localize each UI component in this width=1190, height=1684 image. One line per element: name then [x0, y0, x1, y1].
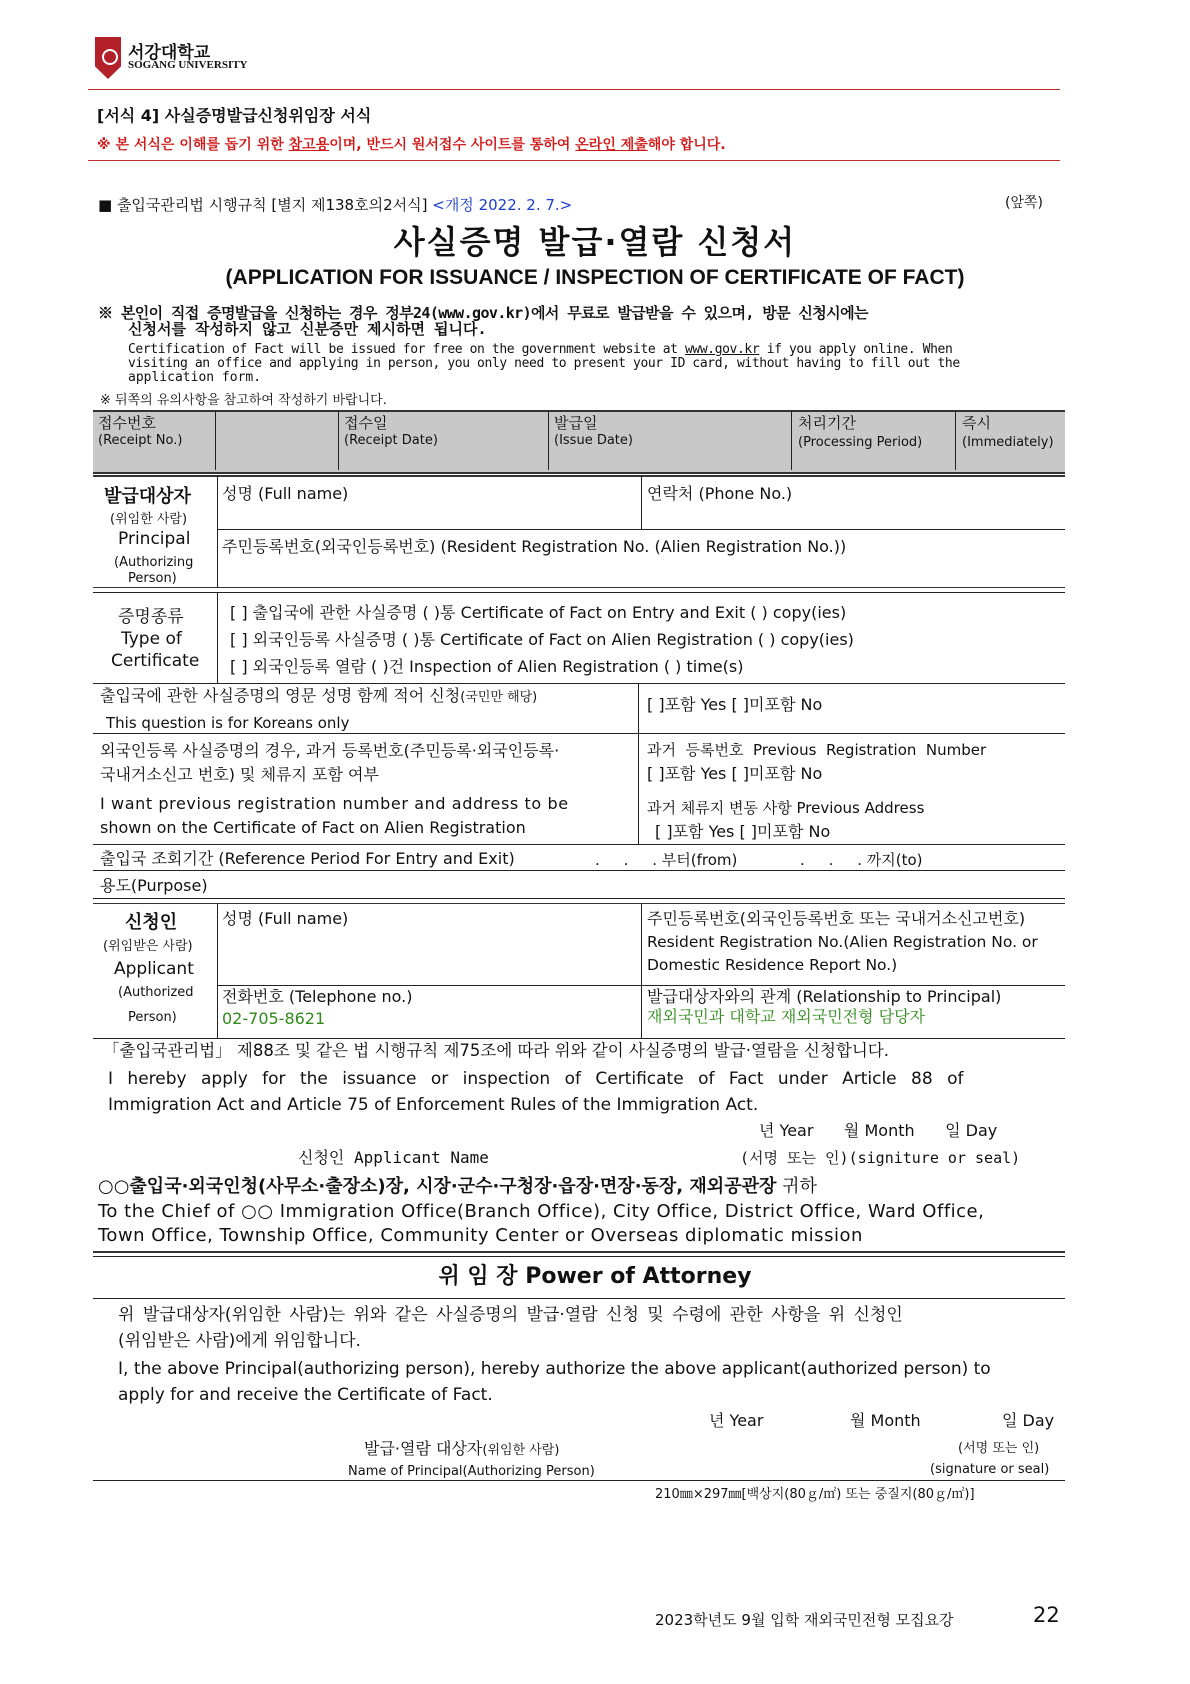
declaration-korean: 「출입국관리법」 제88조 및 같은 법 시행규칙 제75조에 따라 위와 같이 사실증명의 발급·열람을 신청합니다.	[103, 1041, 889, 1060]
note-en-text-2: if you apply online. When	[759, 342, 953, 357]
english-name-yes-no[interactable]: [ ]포함 Yes [ ]미포함 No	[647, 695, 823, 714]
principal-full-name-field[interactable]: 성명 (Full name)	[222, 484, 349, 503]
form-number-title: [서식 4] 사실증명발급신청위임장 서식	[97, 106, 372, 125]
logo-korean: 서강대학교	[128, 43, 211, 63]
university-emblem-icon	[95, 37, 121, 79]
addressee-offices: ○○출입국·외국인청(사무소·출장소)장, 시장·군수·구청장·읍장·면장·동장, 재외공관장	[98, 1176, 777, 1197]
processing-period-ko: 처리기간	[798, 414, 856, 432]
note-korean-2: 신청서를 작성하지 않고 신분증만 제시하면 됩니다.	[128, 320, 487, 338]
applicant-phone-label: 전화번호 (Telephone no.)	[222, 987, 413, 1006]
applicant-full-name-field[interactable]: 성명 (Full name)	[222, 909, 349, 928]
previous-address-label: 과거 체류지 변동 사항 Previous Address	[647, 799, 925, 817]
note-english-1	[128, 342, 952, 357]
issue-date-en: (Issue Date)	[554, 433, 633, 448]
cert-type-label: 증명종류	[118, 607, 184, 627]
page-number: 22	[1033, 1603, 1060, 1627]
poa-principal-name-en: Name of Principal(Authorizing Person)	[348, 1464, 595, 1479]
principal-label-en-sub2: Person)	[128, 571, 177, 586]
paper-specification: 210㎜×297㎜[백상지(80ｇ/㎡) 또는 중질지(80ｇ/㎡)]	[655, 1487, 975, 1502]
immediately-en: (Immediately)	[962, 435, 1054, 450]
title-korean: 사실증명 발급·열람 신청서	[393, 223, 797, 261]
poa-english-1: I, the above Principal(authorizing person), hereby authorize the above applicant(authorized person) to	[118, 1359, 991, 1379]
notice-underline-1: 참고용	[288, 137, 330, 153]
alien-reg-question-en-1: I want previous registration number and address to be	[100, 794, 569, 813]
reference-period-from[interactable]: . . . 부터(from)	[595, 851, 738, 869]
revision-date: <개정 2022. 2. 7.>	[432, 196, 573, 214]
declaration-english-2: Immigration Act and Article 75 of Enforcement Rules of the Immigration Act.	[108, 1095, 759, 1115]
addressee-english-1: To the Chief of ○○ Immigration Office(Branch Office), City Office, District Office, Ward Office,	[98, 1201, 985, 1222]
poa-korean-2: (위임받은 사람)에게 위임합니다.	[118, 1331, 361, 1351]
notice-text-3: 해야 합니다.	[647, 137, 726, 153]
cert-option-entry-exit[interactable]: [ ] 출입국에 관한 사실증명 ( )통 Certificate of Fact on Entry and Exit ( ) copy(ies)	[230, 603, 847, 622]
notice-text-1: ※ 본 서식은 이해를 돕기 위한	[97, 137, 289, 153]
applicant-label-en: Applicant	[114, 959, 194, 979]
cert-option-inspection[interactable]: [ ] 외국인등록 열람 ( )건 Inspection of Alien Registration ( ) time(s)	[230, 657, 744, 676]
note-english-2: visiting an office and applying in person, you only need to present your ID card, without having to fill out the	[128, 356, 960, 371]
poa-principal-label: 발급·열람 대상자	[364, 1439, 483, 1458]
principal-label-en-sub1: (Authorizing	[114, 555, 194, 570]
previous-registration-yes-no[interactable]: [ ]포함 Yes [ ]미포함 No	[647, 764, 823, 783]
note-en-text-1: Certification of Fact will be issued for free on the government website at	[128, 342, 685, 357]
principal-phone-field[interactable]: 연락처 (Phone No.)	[647, 484, 793, 503]
poa-english-2: apply for and receive the Certificate of Fact.	[118, 1385, 493, 1405]
poa-principal-name[interactable]	[364, 1440, 559, 1460]
declaration-date[interactable]: 년 Year 월 Month 일 Day	[759, 1121, 998, 1140]
alien-reg-question-ko-1: 외국인등록 사실증명의 경우, 과거 등록번호(주민등록·외국인등록·	[100, 741, 560, 760]
cert-option-alien-registration[interactable]: [ ] 외국인등록 사실증명 ( )통 Certificate of Fact on Alien Registration ( ) copy(ies)	[230, 630, 854, 649]
poa-principal-label-sub: (위임한 사람)	[482, 1443, 560, 1458]
immediately-ko: 즉시	[962, 414, 991, 432]
relationship-label: 발급대상자와의 관계 (Relationship to Principal)	[647, 987, 1002, 1006]
note-korean-1: ※ 본인이 직접 증명발급을 신청하는 경우 정부24(www.gov.kr)에서 무료로 발급받을 수 있으며, 방문 신청시에는	[98, 304, 868, 322]
previous-address-yes-no[interactable]: [ ]포함 Yes [ ]미포함 No	[655, 822, 831, 841]
poa-sign-ko: (서명 또는 인)	[958, 1441, 1040, 1456]
relationship-value[interactable]: 재외국민과 대학교 재외국민전형 담당자	[647, 1007, 926, 1026]
purpose-field[interactable]: 용도(Purpose)	[100, 876, 208, 895]
receipt-date-en: (Receipt Date)	[344, 433, 438, 448]
applicant-rrn-label-2: Resident Registration No.(Alien Registration No. or	[647, 933, 1038, 951]
addressee-korean	[98, 1178, 817, 1196]
cert-type-label-en2: Certificate	[111, 651, 200, 671]
addressee-honorific: 귀하	[776, 1176, 817, 1197]
poa-date-month[interactable]: 월 Month	[850, 1411, 921, 1430]
processing-period-en: (Processing Period)	[798, 435, 923, 450]
english-name-question	[100, 687, 537, 707]
gov-website-link[interactable]: www.gov.kr	[685, 342, 760, 357]
receipt-date-ko: 접수일	[344, 414, 388, 432]
receipt-no-ko: 접수번호	[98, 414, 156, 432]
applicant-rrn-label-1: 주민등록번호(외국인등록번호 또는 국내거소신고번호)	[647, 909, 1026, 928]
applicant-label-en-sub2: Person)	[128, 1010, 177, 1025]
title-english: (APPLICATION FOR ISSUANCE / INSPECTION OF CERTIFICATE OF FACT)	[225, 266, 965, 289]
issue-date-ko: 발급일	[554, 414, 598, 432]
alien-reg-question-ko-2: 국내거소신고 번호) 및 체류지 포함 여부	[100, 765, 379, 784]
applicant-label: 신청인	[125, 912, 178, 933]
applicant-rrn-label-3: Domestic Residence Report No.)	[647, 956, 898, 974]
receipt-no-en: (Receipt No.)	[98, 433, 183, 448]
poa-date-year[interactable]: 년 Year	[709, 1411, 764, 1430]
law-ref-text: ■ 출입국관리법 시행규칙 [별지 제138호의2서식]	[98, 196, 428, 214]
footer-guide-title: 2023학년도 9월 입학 재외국민전형 모집요강	[655, 1611, 954, 1629]
principal-rrn-field[interactable]: 주민등록번호(외국인등록번호) (Resident Registration No. (Alien Registration No.))	[222, 537, 847, 556]
applicant-signature-label: (서명 또는 인)(signiture or seal)	[740, 1149, 1021, 1167]
notice-text-2: 이며, 반드시 원서접수 사이트를 통하여	[329, 137, 576, 153]
poa-sign-en: (signature or seal)	[930, 1462, 1050, 1477]
alien-reg-question-en-2: shown on the Certificate of Fact on Alien Registration	[100, 818, 526, 837]
cert-type-label-en1: Type of	[121, 629, 182, 649]
note-english-3: application form.	[128, 370, 262, 385]
power-of-attorney-title: 위 임 장 Power of Attorney	[438, 1264, 752, 1289]
front-side-label: (앞쪽)	[1005, 195, 1043, 211]
law-reference	[98, 194, 572, 215]
principal-label-sub: (위임한 사람)	[110, 512, 188, 527]
declaration-english-1: I hereby apply for the issuance or inspection of Certificate of Fact under Article 88 of	[108, 1069, 964, 1089]
previous-registration-label: 과거 등록번호 Previous Registration Number	[647, 741, 987, 759]
logo-english: SOGANG UNIVERSITY	[128, 59, 248, 71]
reference-period-to[interactable]: . . . 까지(to)	[800, 851, 923, 869]
applicant-label-en-sub1: (Authorized	[118, 985, 194, 1000]
applicant-phone-value[interactable]: 02-705-8621	[222, 1009, 326, 1028]
poa-date-day[interactable]: 일 Day	[1002, 1411, 1055, 1430]
addressee-english-2: Town Office, Township Office, Community Center or Overseas diplomatic mission	[98, 1225, 863, 1246]
notice-underline-2: 온라인 제출	[575, 137, 648, 153]
applicant-name-signature-line[interactable]: 신청인 Applicant Name	[298, 1148, 489, 1167]
english-name-q-text: 출입국에 관한 사실증명의 영문 성명 함께 적어 신청	[100, 686, 461, 705]
english-name-question-en: This question is for Koreans only	[106, 714, 350, 732]
english-name-q-sub: (국민만 해당)	[460, 690, 538, 705]
principal-label-en: Principal	[118, 529, 191, 549]
principal-label: 발급대상자	[104, 486, 191, 507]
applicant-label-sub: (위임받은 사람)	[103, 939, 193, 954]
online-submission-notice	[97, 134, 726, 154]
poa-korean-1: 위 발급대상자(위임한 사람)는 위와 같은 사실증명의 발급·열람 신청 및 수령에 관한 사항을 위 신청인	[118, 1305, 903, 1325]
reference-period-label: 출입국 조회기간 (Reference Period For Entry and Exit)	[100, 849, 515, 868]
note-refer-back: ※ 뒤쪽의 유의사항을 참고하여 작성하기 바랍니다.	[100, 393, 387, 408]
